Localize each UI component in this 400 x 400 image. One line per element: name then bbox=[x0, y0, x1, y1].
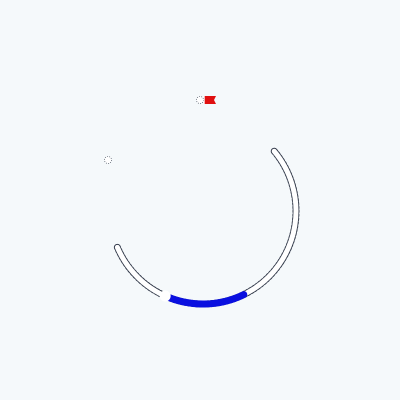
slider-handle[interactable] bbox=[160, 291, 170, 301]
ring-point-icon bbox=[105, 157, 112, 164]
red-flag-marker-icon bbox=[197, 96, 217, 104]
